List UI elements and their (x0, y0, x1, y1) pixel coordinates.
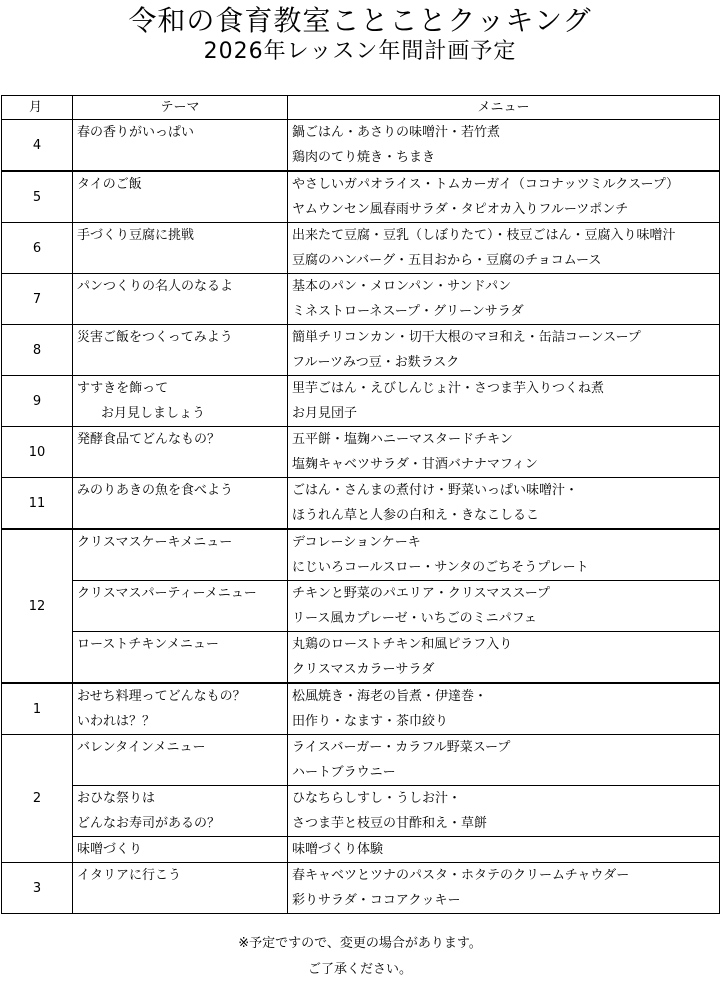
table-row (2, 863, 720, 914)
table-row (2, 478, 720, 530)
menu-line: 彩りサラダ・ココアクッキー (292, 893, 461, 908)
menu-cell (288, 274, 720, 325)
theme-line: 味噌づくり (77, 842, 143, 857)
page-title: 令和の食育教室ことことクッキング (128, 4, 592, 37)
table-row (2, 632, 720, 684)
menu-cell (288, 683, 720, 735)
month-cell: 1 (2, 683, 73, 735)
menu-line: 松風焼き・海老の旨煮・伊達巻・ (292, 689, 488, 704)
menu-line: ハートブラウニー (292, 765, 396, 780)
menu-line: 鶏肉のてり焼き・ちまき (292, 150, 436, 165)
theme-cell (73, 223, 288, 274)
table-row (2, 274, 720, 325)
menu-line: 塩麹キャベツサラダ・甘酒バナナマフィン (292, 457, 538, 472)
theme-line: みのりあきの魚を食べよう (77, 483, 234, 498)
theme-line: すすきを飾って (77, 381, 169, 396)
menu-line: フルーツみつ豆・お麩ラスク (292, 355, 460, 370)
menu-line: クリスマスカラーサラダ (292, 662, 435, 677)
theme-cell (73, 478, 288, 530)
menu-line: 丸鶏のローストチキン和風ピラフ入り (292, 637, 513, 652)
theme-cell (73, 632, 288, 684)
theme-line: 発酵食品てどんなもの？ (77, 432, 221, 447)
theme-line: おひな祭りは (77, 791, 156, 806)
month-cell: 3 (2, 863, 73, 914)
theme-line: クリスマスパーティーメニュー (77, 586, 257, 601)
theme-cell (73, 120, 288, 172)
menu-line: 五平餅・塩麹ハニーマスタードチキン (292, 432, 513, 447)
month-cell: 4 (2, 120, 73, 172)
menu-line: 簡単チリコンカン・切干大根のマヨ和え・缶詰コーンスープ (292, 330, 641, 345)
theme-cell (73, 376, 288, 427)
menu-header: メニュー (288, 96, 720, 120)
theme-cell (73, 735, 288, 786)
menu-line: 春キャベツとツナのパスタ・ホタテのクリームチャウダー (292, 868, 630, 883)
menu-line: にじいろコールスロー・サンタのごちそうプレート (292, 560, 589, 575)
menu-cell (288, 223, 720, 274)
menu-cell (288, 581, 720, 632)
theme-line: タイのご飯 (77, 177, 142, 192)
theme-line: 災害ご飯をつくってみよう (77, 330, 233, 345)
menu-cell (288, 632, 720, 684)
theme-cell (73, 529, 288, 581)
theme-line: パンつくりの名人のなるよ (77, 279, 234, 294)
menu-line: 里芋ごはん・えびしんじょ汁・さつま芋入りつくね煮 (292, 381, 605, 396)
menu-line: チキンと野菜のパエリア・クリスマススープ (292, 586, 551, 601)
menu-cell (288, 171, 720, 223)
theme-line: バレンタインメニュー (77, 740, 206, 755)
menu-line: ライスバーガー・カラフル野菜スープ (292, 740, 511, 755)
month-cell: 11 (2, 478, 73, 530)
menu-line: リース風カプレーゼ・いちごのミニパフェ (292, 611, 537, 626)
table-row (2, 171, 720, 223)
menu-line: ミネストローネスープ・グリーンサラダ (292, 304, 524, 319)
menu-cell (288, 427, 720, 478)
theme-cell (73, 683, 288, 735)
month-cell: 6 (2, 223, 73, 274)
table-row (2, 325, 720, 376)
theme-cell (73, 581, 288, 632)
theme-line: イタリアに行こう (77, 868, 182, 883)
theme-line: ローストチキンメニュー (77, 637, 219, 652)
theme-cell (73, 863, 288, 914)
theme-cell (73, 786, 288, 837)
menu-cell (288, 735, 720, 786)
menu-cell (288, 325, 720, 376)
month-cell: 2 (2, 735, 73, 863)
month-cell: 5 (2, 171, 73, 223)
menu-line: 豆腐のハンバーグ・五目おから・豆腐のチョコムース (292, 253, 602, 268)
menu-line: お月見団子 (292, 406, 358, 421)
menu-line: ほうれん草と人参の白和え・きなこしるこ (292, 508, 540, 523)
theme-line: 春の香りがいっぱい (77, 125, 195, 140)
menu-line: 鍋ごはん・あさりの味噌汁・若竹煮 (292, 125, 501, 140)
table-row (2, 735, 720, 786)
menu-cell (288, 786, 720, 837)
menu-line: 味噌づくり体験 (292, 842, 384, 857)
menu-line: 田作り・なます・茶巾絞り (292, 714, 449, 729)
menu-cell (288, 120, 720, 172)
note-line: ※予定ですので、変更の場合があります。 (238, 936, 482, 951)
theme-cell (73, 274, 288, 325)
theme-line: おせち料理ってどんなもの？ (77, 689, 246, 704)
menu-cell (288, 478, 720, 530)
menu-line: 出来たて豆腐・豆乳（しぼりたて）・枝豆ごはん・豆腐入り味噌汁 (292, 228, 676, 243)
theme-header: テーマ (73, 96, 288, 120)
menu-line: さつま芋と枝豆の甘酢和え・草餅 (292, 816, 488, 831)
table-row (2, 786, 720, 837)
menu-line: ヤムウンセン風春雨サラダ・タピオカ入りフルーツポンチ (292, 202, 629, 217)
table-row (2, 837, 720, 863)
menu-line: ごはん・さんまの煮付け・野菜いっぱい味噌汁・ (292, 483, 579, 498)
note-line: ご了承ください。 (307, 962, 412, 977)
month-header: 月 (2, 96, 73, 120)
menu-line: ひなちらしすし・うしお汁・ (292, 791, 462, 806)
schedule-table (1, 95, 720, 914)
menu-line: デコレーションケーキ (292, 535, 421, 550)
schedule-body (2, 120, 720, 914)
theme-line: クリスマスケーキメニュー (77, 535, 233, 550)
month-cell: 9 (2, 376, 73, 427)
menu-line: 基本のパン・メロンパン・サンドパン (292, 279, 512, 294)
menu-cell (288, 529, 720, 581)
table-row (2, 120, 720, 172)
header-row (2, 96, 720, 120)
table-row (2, 376, 720, 427)
month-cell: 8 (2, 325, 73, 376)
theme-line: いわれは？？ (77, 714, 156, 729)
menu-cell (288, 863, 720, 914)
table-row (2, 529, 720, 581)
theme-cell (73, 427, 288, 478)
menu-cell (288, 837, 720, 863)
month-cell: 12 (2, 529, 73, 683)
table-row (2, 427, 720, 478)
theme-cell (73, 837, 288, 863)
table-row (2, 581, 720, 632)
theme-line: 手づくり豆腐に挑戦 (77, 228, 195, 243)
theme-line: どんなお寿司があるの？ (77, 816, 221, 831)
theme-cell (73, 325, 288, 376)
menu-line: やさしいガパオライス・トムカーガイ（ココナッツミルクスープ） (292, 177, 680, 192)
table-row (2, 223, 720, 274)
menu-cell (288, 376, 720, 427)
month-cell: 7 (2, 274, 73, 325)
table-row (2, 683, 720, 735)
theme-cell (73, 171, 288, 223)
month-cell: 10 (2, 427, 73, 478)
theme-line: お月見しましょう (101, 406, 206, 421)
page-subtitle: 2026年レッスン年間計画予定 (203, 39, 517, 64)
